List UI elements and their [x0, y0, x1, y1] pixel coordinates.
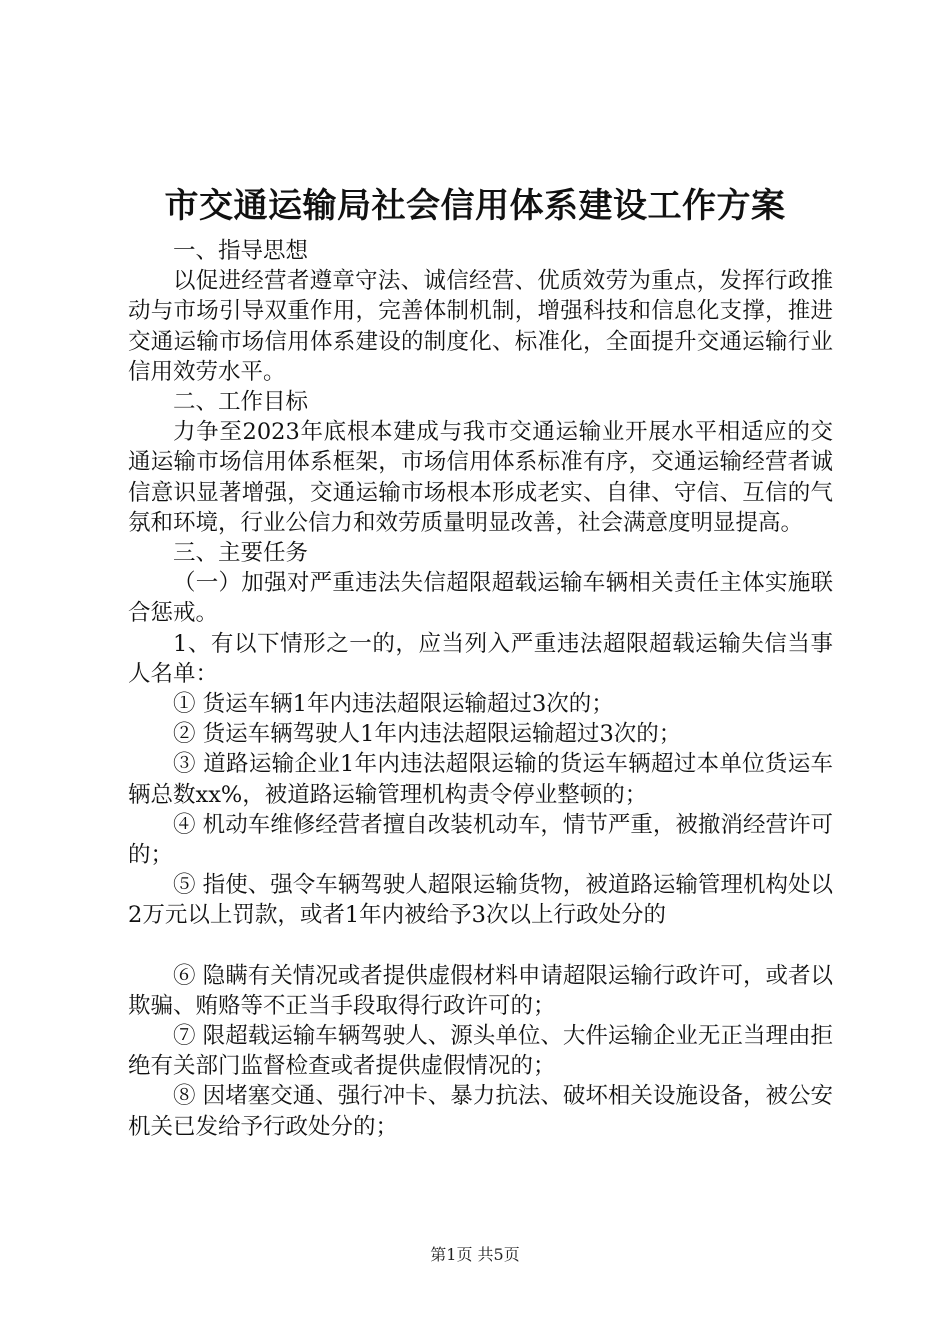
list-item: ④ 机动车维修经营者擅自改装机动车，情节严重，被撤消经营许可的；	[128, 811, 833, 869]
list-item: ② 货运车辆驾驶人1年内违法超限运输超过3次的；	[173, 721, 682, 748]
section-heading: 三、主要任务	[173, 540, 309, 567]
list-item: ⑥ 隐瞒有关情况或者提供虚假材料申请超限运输行政许可，或者以欺骗、贿赂等不正当手段取得行政许可的；	[128, 962, 833, 1019]
list-item: ⑤ 指使、强令车辆驾驶人超限运输货物，被道路运输管理机构处以2万元以上罚款，或者1年内被给予3次以上行政处分的	[128, 872, 833, 929]
document-body	[128, 236, 833, 1142]
list-item: ① 货运车辆1年内违法超限运输超过3次的；	[173, 691, 614, 718]
list-item: ③ 道路运输企业1年内违法超限运输的货运车辆超过本单位货运车辆总数xx%，被道路运输管理机构责令停业整顿的；	[128, 751, 833, 808]
section-heading: 二、工作目标	[173, 389, 309, 416]
paragraph: 1、有以下情形之一的，应当列入严重违法超限超载运输失信当事人名单：	[128, 630, 833, 687]
document-title: 市交通运输局社会信用体系建设工作方案	[164, 186, 786, 226]
page-footer: 第1页 共5页	[430, 1245, 520, 1264]
paragraph: 力争至2023年底根本建成与我市交通运输业开展水平相适应的交通运输市场信用体系框架，市场信用体系标准有序，交通运输经营者诚信意识显著增强，交通运输市场根本形成老实、自律、守信、互信的气氛和环境，行业公信力和效劳质量明显改善，社会满意度明显提高。	[128, 419, 833, 536]
list-item: ⑦ 限超载运输车辆驾驶人、源头单位、大件运输企业无正当理由拒绝有关部门监督检查或者提供虚假情况的；	[128, 1023, 833, 1080]
paragraph: （一）加强对严重违法失信超限超载运输车辆相关责任主体实施联合惩戒。	[128, 570, 833, 627]
section-heading: 一、指导思想	[173, 238, 309, 264]
paragraph: 以促进经营者遵章守法、诚信经营、优质效劳为重点，发挥行政推动与市场引导双重作用，完善体制机制，增强科技和信息化支撑，推进交通运输市场信用体系建设的制度化、标准化，全面提升交通运输行业信用效劳水平。	[128, 268, 833, 385]
list-item: ⑧ 因堵塞交通、强行冲卡、暴力抗法、破坏相关设施设备，被公安机关已发给予行政处分的；	[128, 1083, 833, 1140]
